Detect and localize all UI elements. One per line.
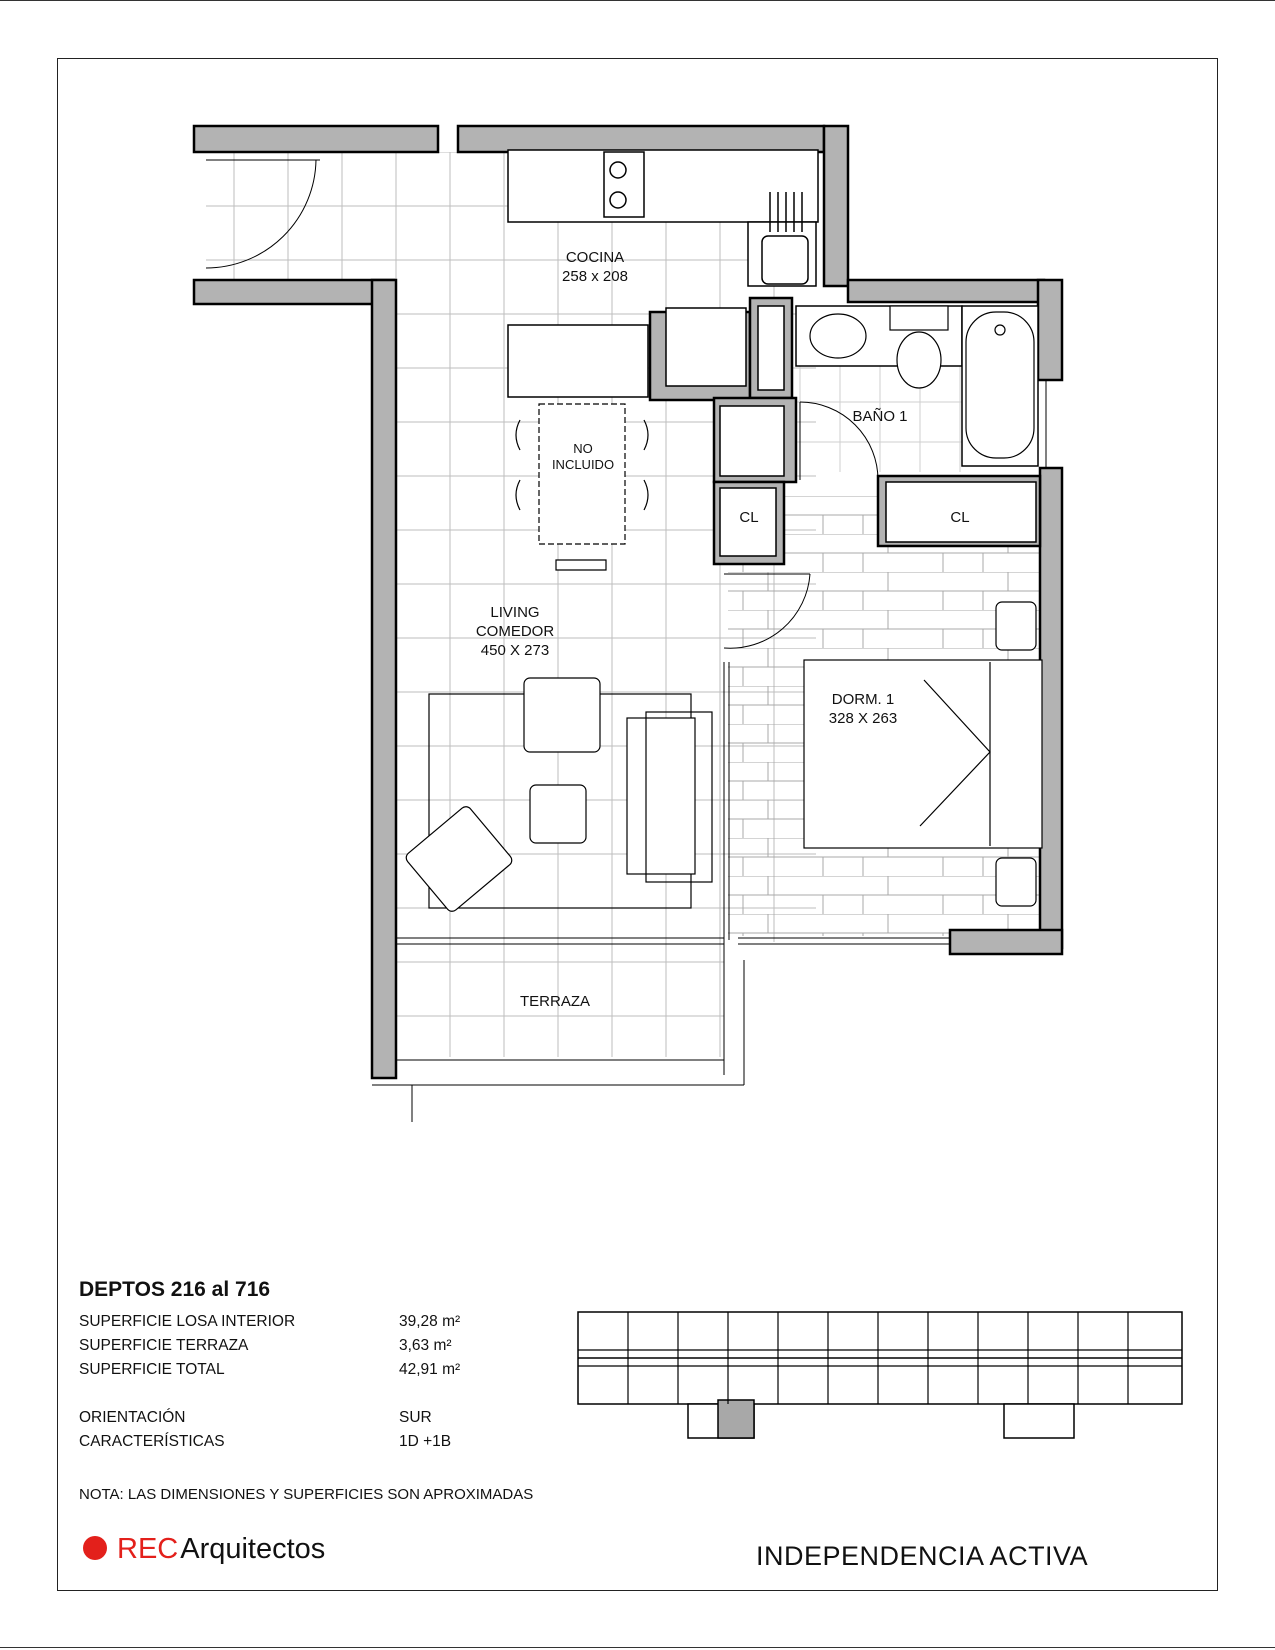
unit-title: DEPTOS 216 al 716	[79, 1278, 271, 1301]
room-label-bano	[840, 407, 920, 426]
living-name-2: COMEDOR	[475, 623, 555, 640]
room-label-terraza	[505, 992, 605, 1011]
terraza-name: TERRAZA	[519, 993, 590, 1010]
living-size: 450 X 273	[480, 642, 550, 659]
spec-value: 39,28 m²	[399, 1313, 461, 1330]
cocina-size: 258 x 208	[562, 268, 628, 285]
spec-label: SUPERFICIE TERRAZA	[79, 1337, 249, 1354]
bano-name: BAÑO 1	[852, 408, 908, 425]
spec-value: 1D +1B	[399, 1433, 452, 1450]
spec-label: ORIENTACIÓN	[79, 1409, 186, 1426]
project-name: INDEPENDENCIA ACTIVA	[756, 1541, 1089, 1571]
spec-label: SUPERFICIE TOTAL	[79, 1361, 225, 1378]
cocina-name: COCINA	[565, 249, 625, 266]
logo-rec-text: REC	[117, 1533, 179, 1565]
spec-row	[79, 1409, 479, 1431]
table-line-2: INCLUIDO	[551, 457, 615, 472]
spec-value: 42,91 m²	[399, 1361, 461, 1378]
rec-arquitectos-logo	[83, 1533, 325, 1573]
closet-2-name: CL	[950, 509, 970, 526]
table-line-1: NO	[573, 441, 593, 456]
room-label-closet-2	[940, 508, 980, 527]
room-label-cocina	[548, 248, 642, 286]
room-label-table	[548, 441, 618, 473]
spec-row	[79, 1433, 479, 1455]
room-label-living	[460, 603, 570, 660]
spec-row	[79, 1361, 479, 1383]
logo-dot-icon	[83, 1536, 107, 1560]
dorm-size: 328 X 263	[828, 710, 898, 727]
closet-1-name: CL	[739, 509, 759, 526]
spec-row	[79, 1313, 479, 1335]
living-name-1: LIVING	[490, 604, 540, 621]
spec-row	[79, 1337, 479, 1359]
spec-label: CARACTERÍSTICAS	[79, 1433, 225, 1450]
dorm-name: DORM. 1	[831, 691, 895, 708]
room-label-closet-1	[729, 508, 769, 527]
spec-value: SUR	[399, 1409, 432, 1426]
spec-value: 3,63 m²	[399, 1337, 452, 1354]
room-label-dorm	[818, 690, 908, 728]
dimensions-note: NOTA: LAS DIMENSIONES Y SUPERFICIES SON APROXIMADAS	[79, 1486, 534, 1503]
spec-label: SUPERFICIE LOSA INTERIOR	[79, 1313, 296, 1330]
logo-arquitectos-text: Arquitectos	[180, 1533, 326, 1565]
